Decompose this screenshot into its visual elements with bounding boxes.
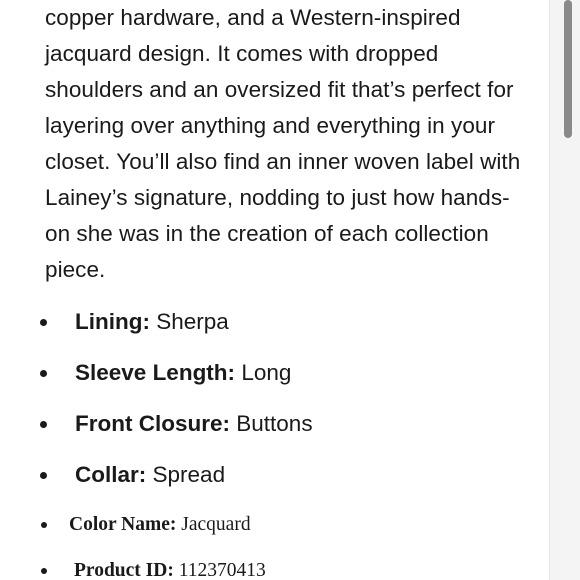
- bullet-icon: [40, 319, 47, 326]
- scrollbar-thumb[interactable]: [564, 0, 572, 138]
- description-line: layering over anything and everything in your: [45, 113, 496, 138]
- spec-label: Sleeve Length:: [75, 360, 236, 385]
- description-line: on she was in the creation of each collection: [45, 221, 489, 246]
- description-line: copper hardware, and a Western-inspired: [45, 5, 461, 30]
- spec-label: Front Closure:: [75, 411, 230, 436]
- bullet-icon: [40, 421, 47, 428]
- spec-label: Color Name:: [69, 514, 177, 535]
- spec-label: Lining:: [75, 309, 150, 334]
- bullet-icon: [41, 568, 47, 574]
- scrollbar[interactable]: [549, 0, 580, 580]
- bullet-icon: [40, 370, 47, 377]
- description-line: piece.: [45, 257, 106, 282]
- spec-value: Long: [241, 360, 292, 385]
- spec-label: Collar:: [75, 462, 147, 487]
- bullet-icon: [41, 522, 47, 528]
- description-line: jacquard design. It comes with dropped: [45, 41, 439, 66]
- spec-value: Jacquard: [181, 514, 251, 535]
- spec-value: Buttons: [236, 411, 313, 436]
- description-line: shoulders and an oversized fit that’s perfect for: [45, 77, 514, 102]
- product-description: [45, 0, 520, 288]
- description-line: closet. You’ll also find an inner woven label with: [45, 149, 521, 174]
- spec-value: Sherpa: [156, 309, 229, 334]
- description-line: Lainey’s signature, nodding to just how hands-: [45, 185, 510, 210]
- bullet-icon: [40, 472, 47, 479]
- spec-value: Spread: [152, 462, 226, 487]
- spec-label: Product ID:: [74, 560, 174, 580]
- spec-value: 112370413: [178, 560, 266, 580]
